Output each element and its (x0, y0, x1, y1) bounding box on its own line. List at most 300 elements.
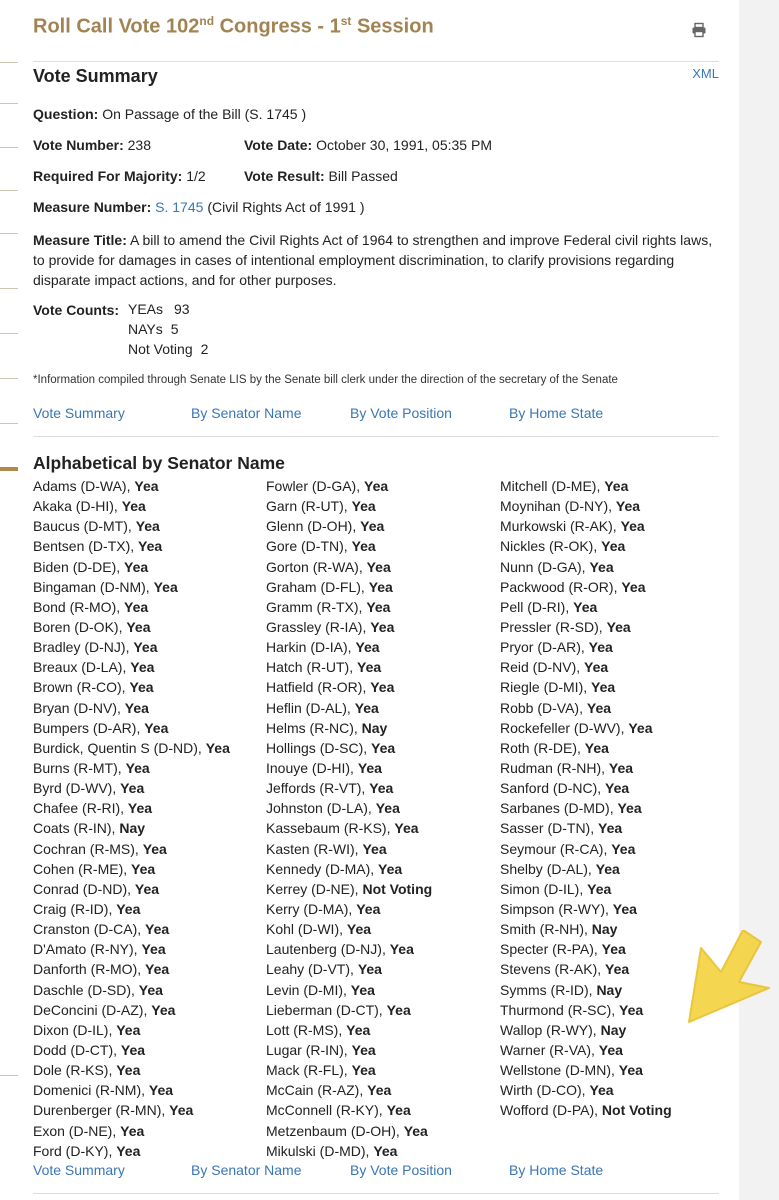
nav-vote-summary[interactable]: Vote Summary (33, 1162, 125, 1178)
rail-divider (0, 103, 18, 104)
title-divider (33, 61, 719, 62)
senator-vote: Yea (351, 498, 376, 515)
senator-name: Hatfield (R-OR), (266, 679, 371, 696)
senator-row (500, 1020, 672, 1040)
senator-row (266, 939, 432, 959)
senator-name: Simpson (R-WY), (500, 900, 613, 917)
senator-name: Jeffords (R-VT), (266, 780, 370, 797)
senator-vote: Yea (584, 659, 609, 676)
rail-divider (0, 333, 18, 334)
senator-vote: Yea (618, 1062, 643, 1079)
vote-number-value: 238 (127, 137, 151, 153)
senator-row (500, 778, 672, 798)
measure-title-label: Measure Title: (33, 232, 127, 248)
senator-vote: Yea (375, 800, 400, 817)
majority-field (33, 166, 206, 186)
senator-vote: Yea (573, 598, 598, 615)
senator-row (33, 677, 230, 697)
senator-vote: Yea (124, 598, 149, 615)
senator-name: McConnell (R-KY), (266, 1102, 387, 1119)
majority-value: 1/2 (186, 168, 206, 184)
senator-vote: Yea (355, 639, 380, 656)
senator-vote: Yea (386, 1102, 411, 1119)
senator-vote: Yea (598, 820, 623, 837)
vote-date-label: Vote Date: (244, 137, 313, 153)
senator-vote: Yea (120, 1122, 145, 1139)
senator-row (33, 1141, 230, 1161)
senator-row (500, 758, 672, 778)
senator-row (500, 1060, 672, 1080)
senator-vote: Yea (370, 618, 395, 635)
senator-name: Simon (D-IL), (500, 880, 588, 897)
senator-name: Akaka (D-HI), (33, 498, 122, 515)
senator-row (500, 818, 672, 838)
senator-row (33, 557, 230, 577)
senator-vote: Yea (615, 498, 641, 515)
senator-vote: Yea (346, 1021, 371, 1038)
senator-name: Wallop (R-WY), (500, 1021, 601, 1038)
senator-name: Hollings (D-SC), (266, 739, 372, 756)
senator-vote: Yea (601, 538, 626, 555)
senator-vote: Yea (130, 659, 155, 676)
senator-vote: Yea (619, 1001, 644, 1018)
senator-row (33, 476, 230, 496)
senator-vote: Yea (145, 961, 170, 978)
senator-row (500, 718, 672, 738)
senator-name: Reid (D-NV), (500, 659, 585, 676)
senator-name: Lieberman (D-CT), (266, 1001, 387, 1018)
senator-row (500, 1000, 672, 1020)
senator-name: Danforth (R-MO), (33, 961, 146, 978)
senator-vote: Yea (124, 699, 149, 716)
senator-name: Levin (D-MI), (266, 981, 351, 998)
senator-name: Sanford (D-NC), (500, 780, 606, 797)
rail-divider (0, 147, 18, 148)
senator-row (266, 657, 432, 677)
nays-label: NAYs (128, 321, 163, 337)
rail-divider (0, 190, 18, 191)
senator-vote: Yea (373, 1142, 398, 1159)
senator-row (500, 577, 672, 597)
measure-number-field (33, 197, 364, 217)
senator-name: Harkin (D-IA), (266, 639, 356, 656)
senator-row (266, 879, 432, 899)
senator-row (500, 1040, 672, 1060)
senator-row (266, 698, 432, 718)
question-label: Question: (33, 106, 99, 122)
vote-result-value: Bill Passed (328, 168, 398, 184)
senator-row (266, 738, 432, 758)
senator-name: Mack (R-FL), (266, 1062, 352, 1079)
senator-name: Kerry (D-MA), (266, 900, 357, 917)
measure-name: (Civil Rights Act of 1991 ) (207, 199, 365, 215)
senator-name: Bryan (D-NV), (33, 699, 125, 716)
not-voting-label: Not Voting (128, 341, 193, 357)
senator-row (266, 1060, 432, 1080)
senator-row (266, 1040, 432, 1060)
senator-row (266, 899, 432, 919)
senator-vote: Yea (357, 659, 382, 676)
senator-vote: Yea (116, 900, 141, 917)
senator-row (33, 516, 230, 536)
senator-vote: Yea (620, 518, 645, 535)
senator-row (33, 1020, 230, 1040)
senator-row (33, 1121, 230, 1141)
senator-row (266, 980, 432, 1000)
senator-row (266, 577, 432, 597)
senator-vote: Yea (589, 558, 614, 575)
senator-row (266, 677, 432, 697)
senator-row (500, 476, 672, 496)
senator-name: Nunn (D-GA), (500, 558, 590, 575)
senator-name: Gramm (R-TX), (266, 598, 367, 615)
senator-name: Chafee (R-RI), (33, 800, 128, 817)
senator-name: Moynihan (D-NY), (500, 498, 616, 515)
senator-name: Burns (R-MT), (33, 759, 126, 776)
senator-row (266, 798, 432, 818)
senator-name: Bradley (D-NJ), (33, 639, 134, 656)
vote-number-field (33, 135, 151, 155)
senator-vote: Nay (591, 921, 618, 938)
yeas-value: 93 (174, 301, 190, 317)
senator-name: Sasser (D-TN), (500, 820, 598, 837)
nav-divider (33, 1193, 719, 1194)
rail-divider (0, 1075, 18, 1076)
senator-row (266, 496, 432, 516)
senator-vote: Yea (126, 618, 151, 635)
senator-vote: Yea (378, 860, 403, 877)
vote-summary-heading: Vote Summary (33, 66, 158, 86)
senator-name: Rockefeller (D-WV), (500, 719, 629, 736)
senator-row (266, 1080, 432, 1100)
rail-divider (0, 233, 18, 234)
senator-name: Conrad (D-ND), (33, 880, 135, 897)
senator-row (500, 698, 672, 718)
senator-row (33, 939, 230, 959)
senator-name: Durenberger (R-MN), (33, 1102, 170, 1119)
senator-vote: Yea (116, 1062, 141, 1079)
senator-name: Thurmond (R-SC), (500, 1001, 620, 1018)
senator-vote: Yea (362, 840, 387, 857)
senator-name: Gore (D-TN), (266, 538, 352, 555)
senator-vote: Yea (403, 1122, 428, 1139)
senator-name: Mikulski (D-MD), (266, 1142, 374, 1159)
vote-date-value: October 30, 1991, 05:35 PM (316, 137, 492, 153)
senator-vote: Yea (584, 739, 609, 756)
senator-name: Coats (R-IN), (33, 820, 120, 837)
senator-vote: Yea (366, 598, 391, 615)
senator-name: Craig (R-ID), (33, 900, 117, 917)
xml-link[interactable]: XML (692, 66, 719, 81)
senator-name: Smith (R-NH), (500, 921, 592, 938)
senator-vote: Yea (394, 820, 419, 837)
senator-vote: Yea (121, 498, 146, 515)
senator-vote: Yea (367, 1082, 392, 1099)
senator-vote: Yea (589, 1082, 614, 1099)
senator-row (33, 859, 230, 879)
measure-title-value: A bill to amend the Civil Rights Act of 1964 to strengthen and improve Federal civil rights laws, to provide for damages in cases of intentional employment discrimination, to clarify provisions regarding disparate impact actions, and for other purposes. (33, 232, 713, 288)
senator-row (33, 496, 230, 516)
vote-counts-label: Vote Counts: (33, 302, 120, 318)
senator-vote: Yea (351, 1041, 376, 1058)
measure-title-field (33, 230, 719, 290)
senator-name: Wofford (D-PA), (500, 1102, 602, 1119)
senator-vote: Yea (351, 538, 376, 555)
senator-name: Bingaman (D-NM), (33, 578, 154, 595)
nays-count (128, 319, 179, 339)
senator-row (500, 899, 672, 919)
senator-vote: Yea (601, 941, 626, 958)
senator-vote: Yea (587, 880, 612, 897)
nays-value: 5 (170, 321, 179, 337)
senator-vote: Yea (116, 1021, 141, 1038)
senator-row (33, 617, 230, 637)
senator-name: Garn (R-UT), (266, 498, 352, 515)
senator-vote: Yea (148, 1082, 174, 1099)
senator-name: Daschle (D-SD), (33, 981, 139, 998)
senator-name: D'Amato (R-NY), (33, 941, 142, 958)
senator-name: Byrd (D-WV), (33, 780, 121, 797)
senator-row (500, 516, 672, 536)
nav-by-home-state[interactable]: By Home State (509, 405, 604, 421)
senator-vote: Nay (596, 981, 623, 998)
senator-vote: Yea (124, 558, 149, 575)
senator-name: Kasten (R-WI), (266, 840, 363, 857)
senator-vote: Yea (598, 1041, 623, 1058)
senator-name: Baucus (D-MT), (33, 518, 136, 535)
senator-row (500, 1080, 672, 1100)
rail-divider (0, 423, 18, 424)
senator-name: Symms (R-ID), (500, 981, 597, 998)
senator-row (33, 536, 230, 556)
senator-row (33, 758, 230, 778)
nav-by-senator-name[interactable]: By Senator Name (191, 405, 302, 421)
senator-vote: Yea (628, 719, 653, 736)
senator-name: Warner (R-VA), (500, 1041, 599, 1058)
title-bar (33, 14, 719, 48)
left-rail (0, 0, 18, 1200)
senator-row (33, 1000, 230, 1020)
senator-vote: Yea (151, 1001, 176, 1018)
senator-vote: Yea (370, 679, 395, 696)
senator-row (266, 818, 432, 838)
senator-name: Domenici (R-NM), (33, 1082, 149, 1099)
senator-vote: Yea (125, 759, 150, 776)
senator-name: Wellstone (D-MN), (500, 1062, 619, 1079)
senator-column-3 (500, 476, 672, 1121)
senator-row (33, 980, 230, 1000)
senator-vote: Nay (600, 1021, 627, 1038)
measure-number-label: Measure Number: (33, 199, 152, 215)
senator-vote: Yea (604, 478, 629, 494)
senator-name: Burdick, Quentin S (D-ND), (33, 739, 206, 756)
senator-name: Fowler (D-GA), (266, 478, 364, 494)
senator-vote: Yea (153, 578, 178, 595)
senator-vote: Yea (116, 1142, 141, 1159)
senator-vote: Not Voting (362, 880, 433, 897)
senator-vote: Yea (608, 759, 634, 776)
senator-row (266, 758, 432, 778)
nav-by-senator-name[interactable]: By Senator Name (191, 1162, 302, 1178)
senator-vote: Yea (588, 639, 613, 656)
senator-name: DeConcini (D-AZ), (33, 1001, 152, 1018)
senator-vote: Yea (351, 1062, 376, 1079)
senator-name: Riegle (D-MI), (500, 679, 592, 696)
senator-row (500, 1100, 672, 1120)
senator-row (500, 798, 672, 818)
senator-vote: Yea (586, 699, 612, 716)
senator-vote: Not Voting (601, 1102, 672, 1119)
view-nav-bottom (33, 1162, 719, 1184)
senator-vote: Yea (389, 941, 414, 958)
senator-row (266, 557, 432, 577)
senator-row (500, 919, 672, 939)
senator-vote: Yea (144, 719, 169, 736)
senator-row (266, 1121, 432, 1141)
majority-label: Required For Majority: (33, 168, 183, 184)
senator-row (33, 1060, 230, 1080)
source-note: *Information compiled through Senate LIS by the Senate bill clerk under the direction of the secretary of the Senate (33, 374, 618, 386)
senator-row (33, 657, 230, 677)
senator-vote: Yea (141, 941, 166, 958)
senator-row (500, 980, 672, 1000)
senator-vote: Yea (129, 679, 154, 696)
senator-vote: Yea (369, 780, 394, 797)
senator-vote: Yea (595, 860, 620, 877)
nav-vote-summary[interactable]: Vote Summary (33, 405, 125, 421)
yeas-count (128, 299, 190, 319)
senator-name: Sarbanes (D-MD), (500, 800, 618, 817)
senator-row (266, 1000, 432, 1020)
senator-row (33, 839, 230, 859)
senator-row (33, 879, 230, 899)
senator-name: Metzenbaum (D-OH), (266, 1122, 404, 1139)
senator-name: Gorton (R-WA), (266, 558, 367, 575)
senator-name: Murkowski (R-AK), (500, 518, 621, 535)
senator-name: Lugar (R-IN), (266, 1041, 352, 1058)
senator-row (500, 859, 672, 879)
senator-name: Helms (R-NC), (266, 719, 362, 736)
senator-row (266, 516, 432, 536)
senator-vote: Yea (138, 981, 163, 998)
senator-row (266, 859, 432, 879)
senator-row (33, 919, 230, 939)
senator-vote: Yea (357, 961, 382, 978)
senator-row (500, 637, 672, 657)
senator-row (266, 1100, 432, 1120)
senator-column-2 (266, 476, 432, 1161)
senator-vote: Yea (354, 699, 379, 716)
senator-row (33, 798, 230, 818)
senator-name: Lautenberg (D-NJ), (266, 941, 390, 958)
senator-row (266, 476, 432, 496)
senator-vote: Nay (119, 820, 146, 837)
senator-name: McCain (R-AZ), (266, 1082, 368, 1099)
senator-name: Inouye (D-HI), (266, 759, 358, 776)
senator-vote: Yea (138, 538, 163, 555)
senator-vote: Yea (145, 921, 170, 938)
senator-vote: Yea (127, 800, 153, 817)
senator-name: Dole (R-KS), (33, 1062, 117, 1079)
senator-name: Biden (D-DE), (33, 558, 125, 575)
senator-name: Breaux (D-LA), (33, 659, 131, 676)
senator-name: Bentsen (D-TX), (33, 538, 139, 555)
senator-name: Johnston (D-LA), (266, 800, 376, 817)
senator-name: Kohl (D-WI), (266, 921, 347, 938)
senator-name: Pryor (D-AR), (500, 639, 589, 656)
measure-number-link[interactable]: S. 1745 (155, 199, 204, 215)
nav-divider (33, 436, 719, 437)
senator-row (500, 597, 672, 617)
senator-name: Nickles (R-OK), (500, 538, 602, 555)
senator-vote: Yea (120, 1041, 146, 1058)
rail-active-marker (0, 467, 18, 471)
senator-row (33, 1100, 230, 1120)
print-icon[interactable] (691, 22, 707, 38)
nav-by-vote-position[interactable]: By Vote Position (350, 1162, 452, 1178)
senator-vote: Yea (357, 759, 382, 776)
senator-name: Adams (D-WA), (33, 478, 135, 494)
senator-row (266, 1141, 432, 1161)
senator-row (266, 1020, 432, 1040)
senator-vote: Yea (371, 739, 396, 756)
senator-name: Wirth (D-CO), (500, 1082, 590, 1099)
senator-vote: Yea (621, 578, 646, 595)
senator-name: Seymour (R-CA), (500, 840, 612, 857)
rail-divider (0, 378, 18, 379)
not-voting-value: 2 (200, 341, 209, 357)
senator-vote: Yea (356, 900, 381, 917)
senator-vote: Yea (360, 518, 385, 535)
senator-row (500, 839, 672, 859)
senator-row (33, 577, 230, 597)
senator-row (500, 879, 672, 899)
senator-row (33, 718, 230, 738)
senator-vote: Yea (134, 880, 160, 897)
senator-name: Leahy (D-VT), (266, 961, 358, 978)
not-voting-count (128, 339, 208, 359)
senator-vote: Yea (605, 780, 630, 797)
senator-name: Graham (D-FL), (266, 578, 369, 595)
senator-vote: Nay (361, 719, 388, 736)
rail-divider (0, 288, 18, 289)
senator-name: Shelby (D-AL), (500, 860, 596, 877)
senator-row (33, 738, 230, 758)
senator-row (266, 536, 432, 556)
nav-by-home-state[interactable]: By Home State (509, 1162, 604, 1178)
senator-vote: Yea (364, 478, 389, 494)
senator-vote: Yea (134, 478, 159, 494)
senator-name: Stevens (R-AK), (500, 961, 606, 978)
senator-name: Grassley (R-IA), (266, 618, 371, 635)
nav-by-vote-position[interactable]: By Vote Position (350, 405, 452, 421)
senator-name: Robb (D-VA), (500, 699, 587, 716)
senator-name: Heflin (D-AL), (266, 699, 355, 716)
view-nav-top (33, 405, 719, 427)
senator-vote: Yea (605, 961, 630, 978)
senator-name: Exon (D-NE), (33, 1122, 121, 1139)
senator-vote: Yea (591, 679, 616, 696)
pointing-arrow-icon (681, 930, 779, 1030)
senator-vote: Yea (120, 780, 145, 797)
senator-vote: Yea (350, 981, 375, 998)
rail-divider (0, 62, 18, 63)
vote-result-label: Vote Result: (244, 168, 325, 184)
senator-name: Dixon (D-IL), (33, 1021, 117, 1038)
senator-row (500, 738, 672, 758)
yeas-label: YEAs (128, 301, 164, 317)
senator-name: Dodd (D-CT), (33, 1041, 121, 1058)
